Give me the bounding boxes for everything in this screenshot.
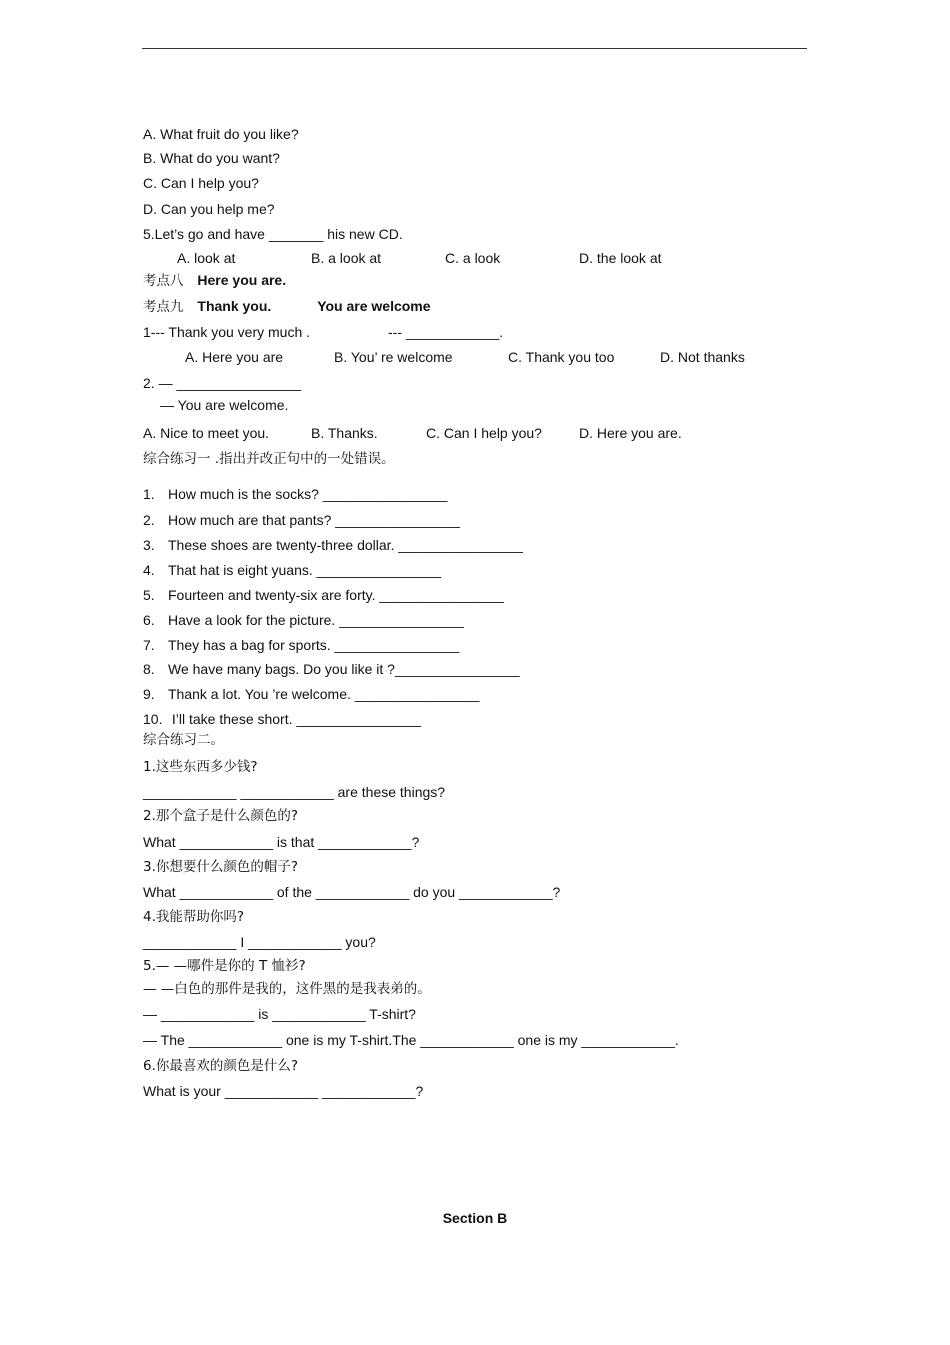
k9q1-option-a: A. Here you are [185,349,284,365]
k9q1-answer: --- ____________. [388,324,504,340]
item-text: That hat is eight yuans. ________________ [168,562,442,578]
item-text: I’ll take these short. ________________ [168,711,421,727]
q5-stem: 5.Let’s go and have _______ his new CD. [143,226,403,242]
k9q1-stem: 1--- Thank you very much . [143,324,311,340]
k9q2-option-c: C. Can I help you? [426,425,542,441]
item-number: 5. [143,587,155,603]
k9q1-option-c: C. Thank you too [508,349,615,365]
q4-option-b: B. What do you want? [143,150,280,166]
k9q2-option-b: B. Thanks. [311,425,378,441]
item-number: 10. [143,711,163,727]
exercise1-item [143,661,520,678]
item-number: 2. [143,512,155,528]
exercise2-answer: ____________ I ____________ you? [143,934,376,950]
item-text: Thank a lot. You ’re welcome. ________________ [168,686,480,702]
exercise1-item [143,686,479,703]
exercise1-item [143,711,421,728]
exercise2-title: 综合练习二。 [143,732,224,748]
kaodian9-text1: Thank you. [197,298,272,314]
item-text: These shoes are twenty-three dollar. ________________ [168,537,523,553]
q4-option-c: C. Can I help you? [143,175,259,191]
kaodian8-text: Here you are. [197,272,287,288]
kaodian8-label: 考点八 [143,273,184,289]
exercise2-prompt: 6.你最喜欢的颜色是什么? [143,1058,299,1074]
item-text: How much are that pants? ________________ [168,512,460,528]
item-number: 6. [143,612,155,628]
q5-option-a: A. look at [177,250,236,266]
exercise2-answer: What ____________ is that ____________? [143,834,420,850]
item-text: Fourteen and twenty-six are forty. ________________ [168,587,504,603]
k9q2-reply: — You are welcome. [160,397,289,413]
exercise1-item [143,512,460,529]
exercise2-answer: ____________ ____________ are these things? [143,784,446,800]
exercise1-item [143,486,447,503]
exercise2-prompt: 2.那个盒子是什么颜色的? [143,808,299,824]
exercise1-item [143,537,523,554]
q5-option-b: B. a look at [311,250,382,266]
exercise2-prompt: 4.我能帮助你吗? [143,909,245,925]
item-number: 8. [143,661,155,677]
exercise2-answer: — ____________ is ____________ T-shirt? [143,1006,416,1022]
item-number: 3. [143,537,155,553]
item-number: 9. [143,686,155,702]
k9q2-option-d: D. Here you are. [579,425,682,441]
q4-option-d: D. Can you help me? [143,201,275,217]
exercise2-answer: — The ____________ one is my T-shirt.The ____________ one is my ____________. [143,1032,679,1048]
exercise1-item [143,612,464,629]
exercise2-prompt: 5.— —哪件是你的 T 恤衫? [143,958,306,974]
k9q1-option-d: D. Not thanks [660,349,745,365]
q5-option-d: D. the look at [579,250,662,266]
exercise1-item [143,562,441,579]
exercise2-prompt: — —白色的那件是我的，这件黑的是我表弟的。 [143,981,431,997]
exercise2-answer: What is your ____________ ____________? [143,1083,424,1099]
item-text: Have a look for the picture. ________________ [168,612,464,628]
item-number: 7. [143,637,155,653]
exercise2-answer: What ____________ of the ____________ do you ____________? [143,884,561,900]
k9q1-option-b: B. You’ re welcome [334,349,453,365]
kaodian9-text2: You are welcome [317,298,431,314]
exercise2-prompt: 1.这些东西多少钱? [143,759,258,775]
exercise2-prompt: 3.你想要什么颜色的帽子? [143,859,299,875]
q5-option-c: C. a look [445,250,501,266]
kaodian8-heading [143,272,286,290]
q4-option-a: A. What fruit do you like? [143,126,299,142]
item-text: We have many bags. Do you like it ?________________ [168,661,520,677]
item-number: 4. [143,562,155,578]
k9q2-stem: 2. — ________________ [143,375,302,391]
exercise1-title: 综合练习一 .指出并改正句中的一处错误。 [143,451,395,467]
exercise1-item [143,587,504,604]
k9q2-option-a: A. Nice to meet you. [143,425,270,441]
header-rule [142,48,807,49]
item-text: They has a bag for sports. ________________ [168,637,460,653]
item-number: 1. [143,486,155,502]
section-b-heading: Section B [442,1210,508,1226]
kaodian9-label: 考点九 [143,299,184,315]
item-text: How much is the socks? ________________ [168,486,448,502]
kaodian9-heading [143,298,431,316]
exercise1-item [143,637,459,654]
